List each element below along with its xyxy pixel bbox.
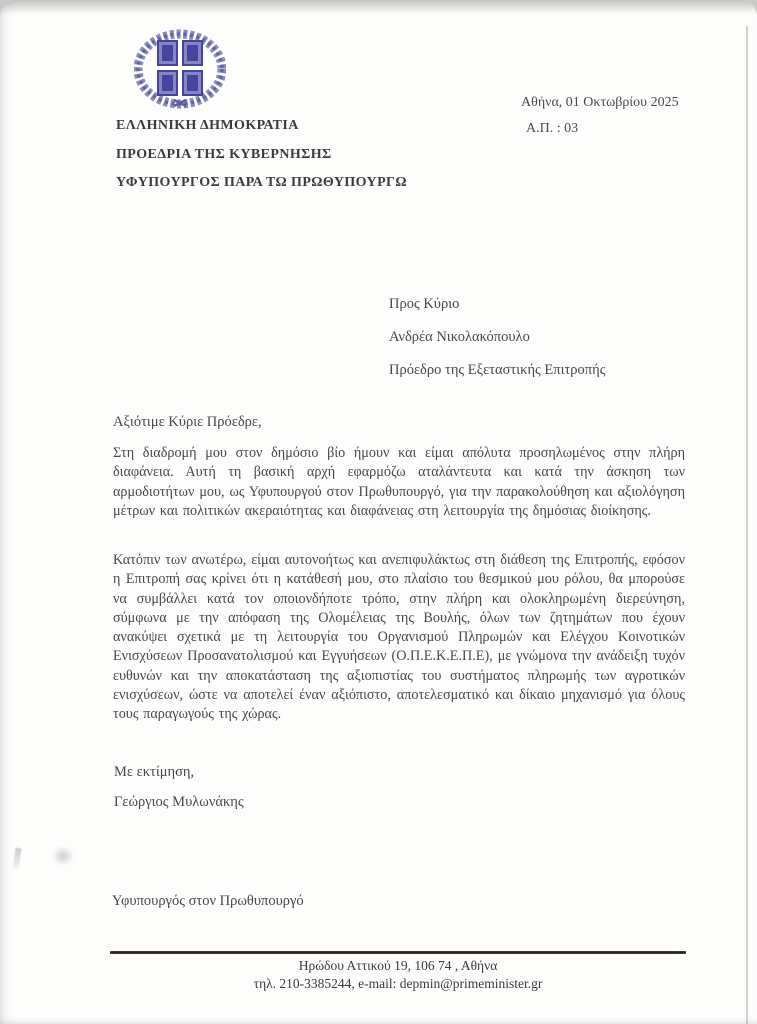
letterhead bbox=[116, 112, 407, 198]
recipient-salutation-line: Προς Κύριο bbox=[389, 296, 460, 312]
letterhead-line-republic: ΕΛΛΗΝΙΚΗ ΔΗΜΟΚΡΑΤΙΑ bbox=[116, 118, 299, 133]
body-paragraph-1: Στη διαδρομή μου στον δημόσιο βίο ήμουν και είμαι απόλυτα προσηλωμένος στην πλήρη διαφάνεια. Αυτή τη βασική αρχή εφαρμόζω αταλάντευτα και κατά την άσκηση των αρμοδιοτήτων μου, ως Υφυπουργού στον Πρωθυπουργό, για την παρακολούθηση και αξιολόγηση μέτρων και πολιτικών ακεραιότητας και διαφάνειας στη λειτουργία της δημόσιας διοίκησης. bbox=[113, 445, 685, 519]
signer-title: Υφυπουργός στον Πρωθυπουργό bbox=[112, 893, 304, 909]
footer-contact: τηλ. 210-3385244, e-mail: depmin@primeminister.gr bbox=[253, 975, 543, 991]
header-meta bbox=[521, 90, 679, 141]
recipient-title: Πρόεδρο της Εξεταστικής Επιτροπής bbox=[389, 362, 606, 378]
body-paragraph-2: Κατόπιν των ανωτέρω, είμαι αυτονοήτως και ανεπιφυλάκτως στη διάθεση της Επιτροπής, εφόσον η Επιτροπή σας κρίνει ότι η κατάθεσή μου, στο πλαίσιο του θεσμικού μου ρόλου, θα μπορούσε να συμβάλλει κατά τον οποιονδήποτε τρόπο, στην πλήρη και ολοκληρωμένη διερεύνηση, σύμφωνα με την απόφαση της Ολομέλειας της Βουλής, όλων των ζητημάτων που έχουν ανακύψει σχετικά με τη λειτουργία του Οργανισμού Πληρωμών και Ελέγχου Κοινοτικών Ενισχύσεων Προσανατολισμού και Εγγυήσεων (Ο.Π.Ε.Κ.Ε.Π.Ε), με γνώμονα την ανάδειξη τυχόν ευθυνών και την αποκατάσταση της αξιοπιστίας του συστήματος πληρωμής των αγροτικών ενισχύσεων, ώστε να αποτελεί έναν αξιόπιστο, αποτελεσματικό και δίκαιο μηχανισμό για όλους τους παραγωγούς της χώρας. bbox=[113, 552, 685, 723]
recipient-name: Ανδρέα Νικολακόπουλο bbox=[389, 329, 530, 345]
valediction: Με εκτίμηση, bbox=[114, 764, 195, 780]
scan-smudge bbox=[52, 846, 74, 866]
letterhead-line-presidency: ΠΡΟΕΔΡΙΑ ΤΗΣ ΚΥΒΕΡΝΗΣΗΣ bbox=[116, 146, 332, 162]
scan-artifact-tick bbox=[12, 848, 21, 871]
date-line: Αθήνα, 01 Οκτωβρίου 2025 bbox=[521, 95, 679, 110]
signer-name: Γεώργιος Μυλωνάκης bbox=[114, 794, 244, 810]
footer-address: Ηρώδου Αττικού 19, 106 74 , Αθήνα bbox=[298, 958, 498, 973]
scan-top-shadow bbox=[0, 0, 757, 16]
recipient-block bbox=[389, 288, 605, 387]
salutation: Αξιότιμε Κύριε Πρόεδρε, bbox=[113, 414, 262, 430]
scan-page-edge bbox=[746, 26, 748, 1024]
hellenic-republic-coat-of-arms-icon bbox=[134, 28, 226, 110]
letterhead-line-deputy-minister: ΥΦΥΠΟΥΡΓΟΣ ΠΑΡΑ ΤΩ ΠΡΩΘΥΠΟΥΡΓΩ bbox=[116, 175, 407, 190]
footer bbox=[110, 957, 686, 992]
footer-divider bbox=[110, 951, 686, 954]
protocol-number: Α.Π. : 03 bbox=[526, 120, 579, 136]
